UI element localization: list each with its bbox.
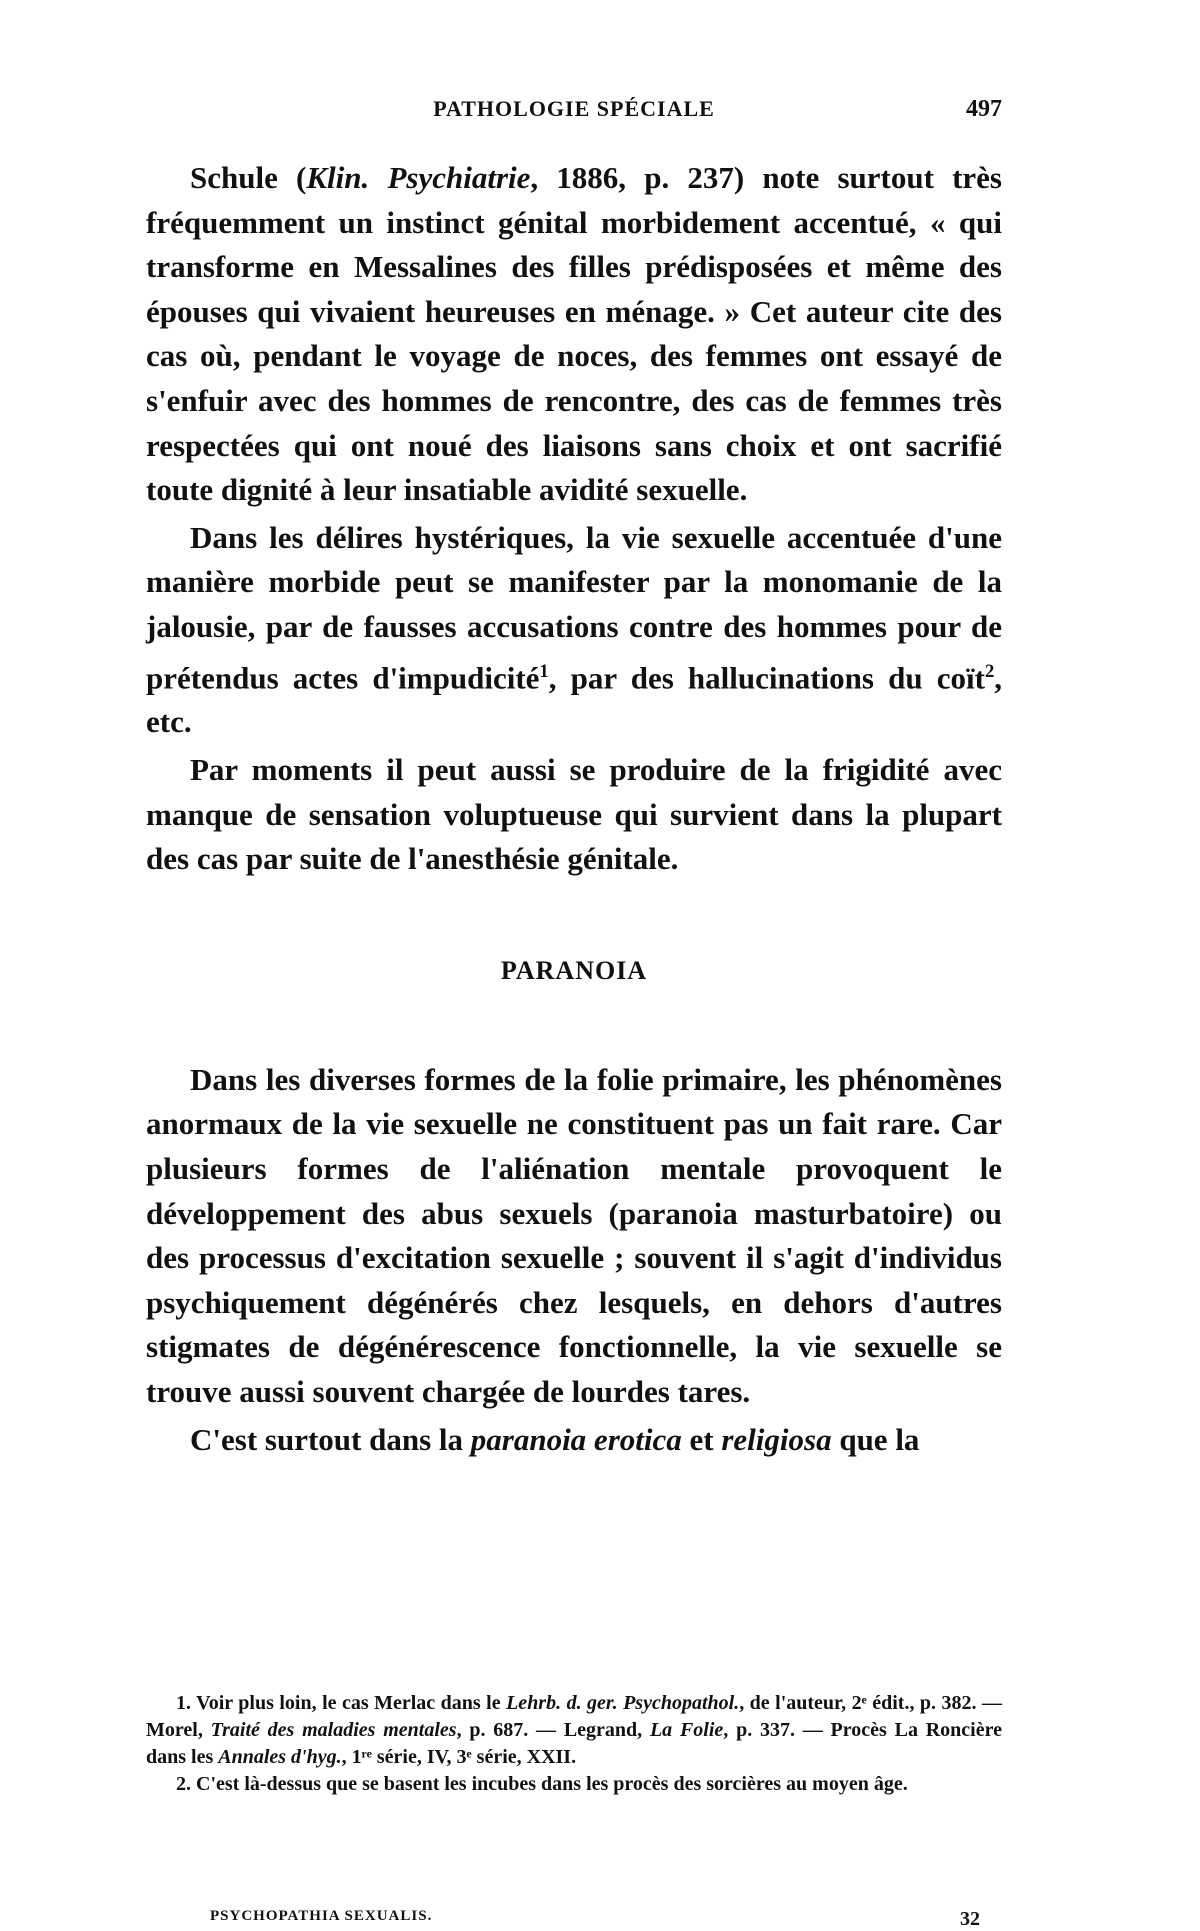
italic-title: Klin. Psychiatrie [306, 160, 531, 195]
running-head [146, 96, 1002, 136]
italic-title: La Folie [649, 1719, 724, 1741]
footnote-ref-2: 2 [984, 660, 995, 682]
text-run: que la [831, 1421, 920, 1457]
text-run: , 1ʳᵉ série, IV, 3ᵉ série, XXII. [341, 1746, 577, 1768]
body-text [146, 156, 1002, 1462]
text-run: , par des hallucinations du coït [548, 659, 985, 695]
text-run: , etc. [146, 659, 1002, 740]
italic-term: paranoia erotica [470, 1421, 682, 1457]
text-run: C'est là-dessus que se basent les incubes dans les procès des sorcières au moyen âge. [196, 1773, 908, 1795]
footnote-1 [146, 1690, 1002, 1771]
text-run: , p. 687. — Legrand, [456, 1719, 650, 1741]
signature-number: 32 [960, 1908, 980, 1930]
footnote-2 [146, 1771, 1002, 1798]
page-number: 497 [966, 96, 1002, 122]
italic-title: Lehrb. d. ger. Psychopathol. [506, 1692, 740, 1714]
footnote-number: 1. [176, 1692, 197, 1714]
footnote-number: 2. [176, 1773, 196, 1795]
italic-term: religiosa [721, 1421, 832, 1457]
text-run: , p. 337. — Procès La Roncière dans les [146, 1719, 1003, 1768]
text-run: Voir plus loin, le cas Merlac dans le [196, 1692, 507, 1714]
paragraph-erotica [146, 1418, 1002, 1463]
paragraph-paranoia: Dans les diverses formes de la folie primaire, les phénomènes anormaux de la vie sexuelle ne constituent pas un fait rare. Car plusieurs formes de l'aliénation mentale provoquent le développement des abus sexuels (paranoia masturbatoire) ou des processus d'excitation sexuelle ; souvent il s'agit d'individus psychiquement dégénérés chez lesquels, en dehors d'autres stigmates de dégénérescence fonctionnelle, la vie sexuelle se trouve aussi souvent chargée de lourdes tares. [146, 1061, 1002, 1409]
paragraph-frigidity: Par moments il peut aussi se produire de la frigidité avec manque de sensation voluptueuse qui survient dans la plupart des cas par suite de l'anesthésie génitale. [146, 752, 1002, 877]
footnote-ref-1: 1 [539, 660, 549, 682]
paragraph-schule [146, 156, 1002, 513]
text-run: et [681, 1421, 722, 1457]
signature-label: PSYCHOPATHIA SEXUALIS. [210, 1908, 433, 1924]
running-title: PATHOLOGIE SPÉCIALE [433, 96, 715, 121]
text-run: , de l'auteur, 2ᵉ édit., p. 382. — Morel, [146, 1692, 1003, 1741]
text-run: Schule ( [190, 160, 307, 195]
italic-title: Annales d'hyg. [218, 1746, 342, 1768]
section-heading: PARANOIA [500, 955, 648, 985]
text-run: , 1886, p. 237) note surtout très fréquemment un instinct génital morbidement accentué, « qui transforme en Messalines des filles prédisposées et même des épouses qui vivaient heureuses en ménage. » Cet auteur cite des cas où, pendant le voyage de noces, des femmes ont essayé de s'enfuir avec des hommes de rencontre, des cas de femmes très respectées qui ont noué des liaisons sans choix et ont sacrifié toute dignité à leur insatiable avidité sexuelle. [146, 160, 1002, 508]
footnotes [146, 1690, 1002, 1798]
italic-title: Traité des maladies mentales [210, 1719, 457, 1741]
text-run: C'est surtout dans la [190, 1421, 471, 1457]
text-run: Dans les délires hystériques, la vie sexuelle accentuée d'une manière morbide peut se manifester par la monomanie de la jalousie, par de fausses accusations contre des hommes pour de prétendus actes d'impudicité [146, 519, 1002, 695]
paragraph-hysteria [146, 516, 1002, 745]
